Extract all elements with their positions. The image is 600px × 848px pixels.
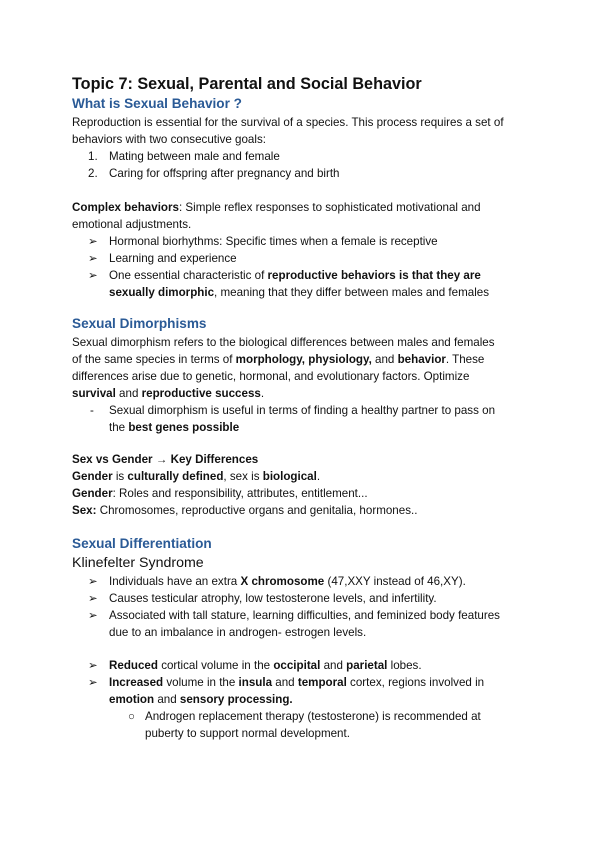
term: reproductive success	[141, 387, 261, 400]
text-run: cortex, regions involved in	[346, 676, 485, 689]
term: occipital	[273, 659, 321, 672]
term: sexually dimorphic	[109, 286, 215, 299]
term: morphology, physiology,	[235, 353, 372, 366]
sex-vs-gender-heading	[72, 451, 258, 468]
arrow-bullet-icon: ➢	[88, 235, 98, 248]
text-run: and	[320, 659, 347, 672]
bullet-item: Causes testicular atrophy, low testosterone levels, and infertility.	[109, 592, 437, 605]
term: Increased	[109, 676, 164, 689]
arrow-bullet-icon: ➢	[88, 592, 98, 605]
text-run: Chromosomes, reproductive organs and genitalia, hormones..	[96, 504, 418, 517]
text-run: and	[272, 676, 298, 689]
dash-bullet: -	[90, 404, 94, 417]
list-number: 2.	[88, 167, 98, 180]
term: Reduced	[109, 659, 158, 672]
paragraph-line	[72, 385, 264, 402]
paragraph-line	[72, 351, 484, 368]
paragraph-line: Sexual dimorphism refers to the biological differences between males and females	[72, 336, 495, 349]
intro-line-1: Reproduction is essential for the survival of a species. This process requires a set of	[72, 116, 504, 129]
term: behavior	[397, 353, 446, 366]
sub-bullet-item: Androgen replacement therapy (testosterone) is recommended at	[145, 710, 481, 723]
sub-bullet-item-continued: puberty to support normal development.	[145, 727, 350, 740]
text-run: and	[154, 693, 180, 706]
text-run: and	[371, 353, 398, 366]
paragraph-line	[72, 502, 417, 519]
term: survival	[72, 387, 116, 400]
text-run: is	[112, 470, 128, 483]
list-item: Caring for offspring after pregnancy and birth	[109, 167, 340, 180]
list-item: Mating between male and female	[109, 150, 280, 163]
term: Gender	[72, 470, 113, 483]
term: insula	[238, 676, 273, 689]
term: X chromosome	[240, 575, 325, 588]
text-run: . These	[445, 353, 485, 366]
bullet-item: Learning and experience	[109, 252, 237, 265]
text-run: Individuals have an extra	[109, 575, 241, 588]
text-run: the	[109, 421, 129, 434]
bullet-item: Associated with tall stature, learning difficulties, and feminized body features	[109, 609, 500, 622]
text-run: , sex is	[223, 470, 263, 483]
text-run: volume in the	[163, 676, 239, 689]
heading-sexual-differentiation: Sexual Differentiation	[72, 536, 212, 551]
text-run: , meaning that they differ between males and females	[214, 286, 490, 299]
text-run: lobes.	[387, 659, 422, 672]
term: biological	[262, 470, 317, 483]
term: reproductive behaviors is that they are	[267, 269, 481, 282]
page-title: Topic 7: Sexual, Parental and Social Behavior	[72, 75, 422, 93]
term: Sex vs Gender → Key Differences	[72, 453, 259, 466]
term: Complex behaviors	[72, 201, 179, 214]
list-number: 1.	[88, 150, 98, 163]
heading-sexual-dimorphisms: Sexual Dimorphisms	[72, 316, 207, 331]
text-run: : Roles and responsibility, attributes, entitlement...	[112, 487, 368, 500]
paragraph-line: differences arise due to genetic, hormonal, and evolutionary factors. Optimize	[72, 370, 470, 383]
text-run: and	[115, 387, 142, 400]
bullet-item	[109, 657, 422, 674]
text-run: : Simple reflex responses to sophisticated motivational and	[178, 201, 481, 214]
arrow-bullet-icon: ➢	[88, 269, 98, 282]
term: sensory processing.	[179, 693, 293, 706]
circle-bullet-icon: ○	[128, 710, 136, 723]
paragraph-line	[72, 468, 320, 485]
subheading-klinefelter: Klinefelter Syndrome	[72, 555, 204, 571]
complex-behaviors-line-2: emotional adjustments.	[72, 218, 192, 231]
term: culturally defined	[127, 470, 224, 483]
term: Gender	[72, 487, 113, 500]
term: temporal	[297, 676, 347, 689]
text-run: cortical volume in the	[157, 659, 274, 672]
bullet-item	[109, 573, 466, 590]
paragraph-line	[72, 485, 368, 502]
bullet-item: Sexual dimorphism is useful in terms of finding a healthy partner to pass on	[109, 404, 496, 417]
text-run: (47,XXY instead of 46,XY).	[324, 575, 466, 588]
term: best genes possible	[128, 421, 240, 434]
complex-behaviors-line-1	[72, 199, 481, 216]
bullet-item-continued: due to an imbalance in androgen- estrogen levels.	[109, 626, 367, 639]
arrow-bullet-icon: ➢	[88, 676, 98, 689]
term: emotion	[109, 693, 155, 706]
arrow-bullet-icon: ➢	[88, 659, 98, 672]
heading-sexual-behavior: What is Sexual Behavior ?	[72, 96, 242, 111]
bullet-item-continued	[109, 419, 239, 436]
bullet-item-continued	[109, 284, 489, 301]
text-run: of the same species in terms of	[72, 353, 236, 366]
bullet-item	[109, 674, 484, 691]
term: Sex:	[72, 504, 97, 517]
arrow-bullet-icon: ➢	[88, 609, 98, 622]
intro-line-2: behaviors with two consecutive goals:	[72, 133, 266, 146]
term: parietal	[346, 659, 388, 672]
text-run: .	[316, 470, 321, 483]
bullet-item-continued	[109, 691, 293, 708]
bullet-item: Hormonal biorhythms: Specific times when a female is receptive	[109, 235, 438, 248]
arrow-bullet-icon: ➢	[88, 252, 98, 265]
text-run: .	[260, 387, 265, 400]
text-run: One essential characteristic of	[109, 269, 268, 282]
bullet-item	[109, 267, 481, 284]
arrow-bullet-icon: ➢	[88, 575, 98, 588]
